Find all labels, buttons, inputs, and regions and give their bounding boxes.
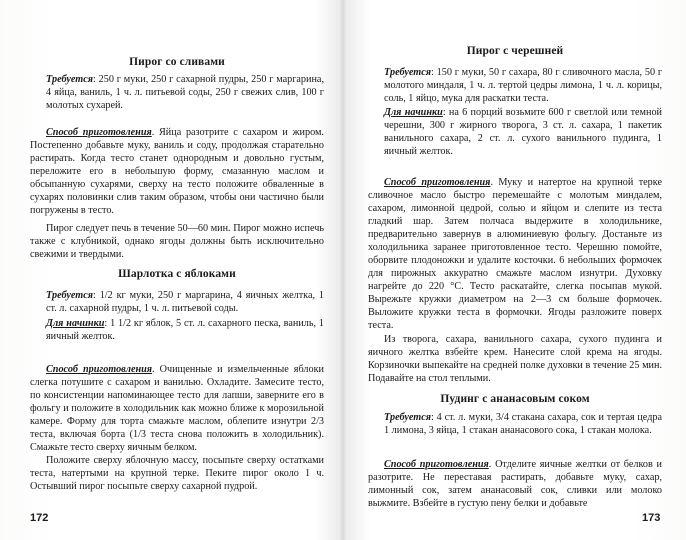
- method-text: . Очищенные и измельченные яблоки слегка потушите с сахаром и ванилью. Охладите. Замесите тесто, по консистенции напоминающее тесто для лапши, заверните его в фольгу и положите в холодильник как можно ближе к морозильной камере. Форму для торта смажьте маслом, облепите изнутри 2/3 теста, включая борта (1/3 теста снова положить в холодильник). Смажьте тесто сверху яичным белком.: [30, 364, 324, 453]
- recipe-title-plum-pie: Пирог со сливами: [129, 56, 225, 68]
- method-text-2: Положите сверху яблочную массу, посыпьте сверху остатками теста, натертыми на крупной терке. Пеките пирог около 1 ч. Остывший пирог посыпьте сверху сахарной пудрой.: [30, 455, 324, 492]
- filling-text: : на 6 порций возьмите 600 г светлой или темной черешни, 300 г жирного творога, 3 ст. л. сахара, 1 пакетик ванильного сахара, 2 ст. л. сухого ванильного пудинга, 1 яичный желток.: [384, 107, 662, 157]
- method-plum-pie: [30, 126, 324, 261]
- ingredients-text: : 150 г муки, 50 г сахара, 80 г сливочного масла, 50 г молотого миндаля, 1 ч. л. тертой цедры лимона, 1 ч. л. корицы, соль, 1 яйцо, мука для раскатки теста.: [384, 67, 662, 104]
- filling-text: : 1 1/2 кг яблок, 5 ст. л. сахарного песка, ваниль, 1 яичный желток.: [46, 318, 324, 342]
- method-text-2: Из творога, сахара, ванильного сахара, сухого пудинга и яичного желтка взбейте крем. Нанесите слой крема на ягоды. Корзиночки выпекайте на средней полке духовки в течение 25 мин. Подавайте на стол теплыми.: [368, 334, 662, 384]
- method-charlotte: [30, 363, 324, 493]
- recipe-title-charlotte: Шарлотка с яблоками: [118, 268, 236, 280]
- method-text: . Яйца разотрите с сахаром и жиром. Постепенно добавьте муку, ваниль и соду, продолжая старательно растирать. Когда тесто станет однородным и довольно густым, переложите его в небольшую форму, смазанную маслом и обсыпанную сухарями, сверху на тесто положите обваленные в сухарях половинки слив таким образом, чтобы они частично были погружены в тесто.: [30, 127, 324, 216]
- ingredients-text: : 250 г муки, 250 г сахарной пудры, 250 г маргарина, 4 яйца, ваниль, 1 ч. л. питьевой соды, 250 г свежих слив, 100 г молотых сухарей.: [46, 74, 324, 111]
- method-text: . Отделите яичные желтки от белков и разотрите. Не переставая растирать, добавьте муку, сахар, лимонный сок, затем ананасовый сок, сливки или молоко выжмите. Взбейте в густую пену белки и добавьте: [368, 459, 662, 509]
- page-number-right: 173: [642, 512, 661, 524]
- recipe-title-pineapple-pudding: Пудинг с ананасовым соком: [440, 393, 590, 405]
- filling-label: Для начинки: [384, 107, 443, 118]
- required-label: Требуется: [46, 74, 94, 85]
- ingredients-charlotte: [30, 289, 324, 343]
- required-label: Требуется: [46, 290, 94, 301]
- method-pineapple-pudding: [368, 458, 662, 510]
- method-label: Способ приготовления: [46, 364, 153, 375]
- left-page: [30, 0, 324, 540]
- right-page: [368, 0, 662, 540]
- page-number-left: 172: [30, 512, 49, 524]
- method-label: Способ приготовления: [384, 459, 489, 470]
- filling-label: Для начинки: [46, 318, 105, 329]
- method-text-2: Пирог следует печь в течение 50—60 мин. Пирог можно испечь также с клубникой, однако ягоды должны быть исключительно свежими и твердыми.: [30, 223, 324, 260]
- recipe-title-cherry-pie: Пирог с черешней: [466, 45, 564, 57]
- ingredients-plum-pie: [30, 73, 324, 112]
- required-label: Требуется: [384, 67, 432, 78]
- ingredients-pineapple-pudding: [368, 411, 662, 437]
- ingredients-text: : 4 ст. л. муки, 3/4 стакана сахара, сок и тертая цедра 1 лимона, 3 яйца, 1 стакан ананасового сока, 1 стакан молока.: [384, 412, 662, 436]
- method-label: Способ приготовления: [384, 177, 491, 188]
- required-label: Требуется: [384, 412, 432, 423]
- method-text: . Муку и натертое на крупной терке сливочное масло быстро перемешайте с молотым миндалем, сахаром, лимонной цедрой, солью и яйцом и слепите из теста гладкий шар. Затем полчаса выдержите в холодильнике, предварительно завернув в алюминиевую фольгу. Достаньте из холодильника заранее приготовленное тесто. Черешню помойте, оборвите плодоножки и удалите косточки. 6 небольших формочек для пирожных аккуратно смажьте маслом изнутри. Духовку нагрейте до 220 °С. Тесто раскатайте, слегка посыпав мукой. Вырежьте кружки диаметром на 2—3 см больше формочек. Выложите кружки теста в формочки. Ягоды разложите поверх теста.: [368, 177, 662, 331]
- method-cherry-pie: [368, 176, 662, 385]
- ingredients-cherry-pie: [368, 66, 662, 158]
- ingredients-text: : 1/2 кг муки, 250 г маргарина, 4 яичных желтка, 1 ст. л. сахарной пудры, 1 ч. л. питьевой соды.: [46, 290, 324, 314]
- method-label: Способ приготовления: [46, 127, 152, 138]
